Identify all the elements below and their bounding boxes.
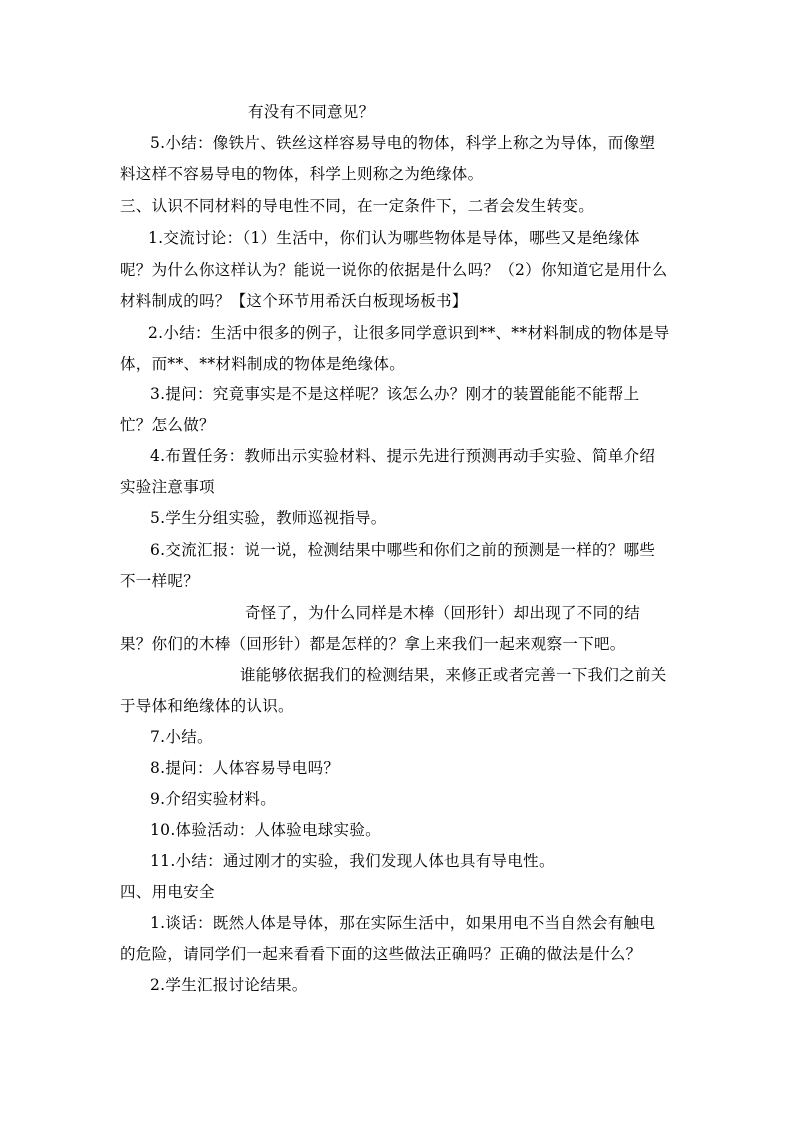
text-line: 于导体和绝缘体的认识。: [120, 697, 294, 715]
text-line: 实验注意事项: [120, 478, 215, 496]
text-line: 料这样不容易导电的物体，科学上则称之为绝缘体。: [120, 165, 484, 183]
text-line: 2.学生汇报讨论结果。: [150, 976, 308, 994]
text-line: 8.提问：人体容易导电吗？: [150, 759, 340, 777]
text-line: 的危险，请同学们一起来看看下面的这些做法正确吗？正确的做法是什么？: [120, 945, 642, 963]
text-line: 3.提问：究竟事实是不是这样呢？该怎么办？刚才的装置能能不能帮上: [150, 385, 640, 403]
text-line: 果？你们的木棒（回形针）都是怎样的？拿上来我们一起来观察一下吧。: [120, 635, 626, 653]
section-heading: 三、认识不同材料的导电性不同，在一定条件下，二者会发生转变。: [120, 197, 595, 215]
text-line: 1.交流讨论：（1）生活中，你们认为哪些物体是导体，哪些又是绝缘体: [148, 229, 640, 247]
text-line: 11.小结：通过刚才的实验，我们发现人体也具有导电性。: [150, 852, 555, 870]
text-line: 有没有不同意见？: [248, 103, 375, 121]
text-line: 7.小结。: [150, 728, 213, 746]
text-line: 5.小结：像铁片、铁丝这样容易导电的物体，科学上称之为导体，而像塑: [150, 134, 656, 152]
text-line: 6.交流汇报：说一说，检测结果中哪些和你们之前的预测是一样的？哪些: [150, 541, 656, 559]
text-line: 谁能够依据我们的检测结果，来修正或者完善一下我们之前关: [240, 666, 667, 684]
text-line: 10.体验活动：人体验电球实验。: [150, 821, 381, 839]
section-heading: 四、用电安全: [120, 883, 215, 901]
text-line: 4.布置任务：教师出示实验材料、提示先进行预测再动手实验、简单介绍: [150, 447, 656, 465]
text-line: 5.学生分组实验，教师巡视指导。: [150, 509, 387, 527]
text-line: 材料制成的吗？【这个环节用希沃白板现场板书】: [120, 292, 468, 310]
text-line: 不一样呢？: [120, 572, 200, 590]
text-line: 1.谈话：既然人体是导体，那在实际生活中，如果用电不当自然会有触电: [150, 914, 656, 932]
text-line: 2.小结：生活中很多的例子，让很多同学意识到**、**材料制成的物体是导: [148, 324, 670, 342]
text-line: 呢？为什么你这样认为？能说一说你的依据是什么吗？（2）你知道它是用什么: [120, 261, 668, 279]
text-line: 奇怪了，为什么同样是木棒（回形针）却出现了不同的结: [245, 604, 641, 622]
text-line: 忙？怎么做？: [120, 416, 215, 434]
text-line: 体，而**、**材料制成的物体是绝缘体。: [120, 355, 406, 373]
text-line: 9.介绍实验材料。: [150, 790, 276, 808]
